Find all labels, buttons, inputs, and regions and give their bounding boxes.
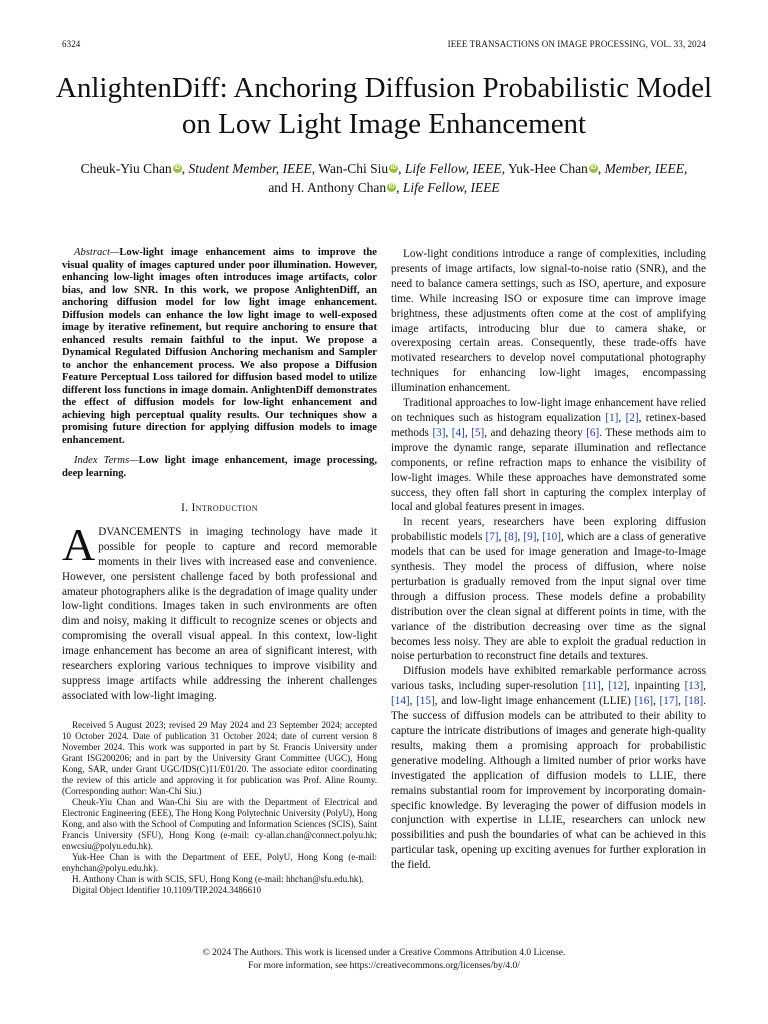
citation-link[interactable]: [17]: [659, 695, 679, 708]
journal-header: IEEE TRANSACTIONS ON IMAGE PROCESSING, VOL. 33, 2024: [447, 39, 706, 49]
text-run: ,: [678, 695, 685, 708]
citation-link[interactable]: [15]: [416, 695, 435, 708]
text-run: , and dehazing theory: [484, 426, 587, 439]
text-run: ,: [409, 695, 417, 708]
paper-title: AnlightenDiff: Anchoring Diffusion Probabilistic Model on Low Light Image Enhancement: [55, 72, 713, 140]
text-run: ,: [464, 426, 472, 439]
citation-link[interactable]: [5]: [471, 426, 485, 439]
author-connector: and: [268, 179, 288, 195]
index-terms: [62, 455, 377, 480]
text-run: , retinex-based methods: [391, 411, 707, 439]
footnotes: [62, 720, 377, 896]
body-paragraph: [391, 664, 706, 873]
text-run: , and low-light image enhancement (LLIE): [434, 695, 635, 708]
intro-text: in imaging technology have made it possible for people to capture and record memorable moments in their lives with increased ease and convenience. However, one persistent challenge faced by both professional and amateur photographers alike is the degradation of image quality under low-light conditions. Images taken in such environments are often dim and noisy, making it difficult to recognize scenes or objects and compromising the overall visual appeal. In this context, low-light image enhancement has become an area of significant interest, with researchers exploring various techniques to improve visibility and suppress image artifacts while addressing the inherent challenges associated with low-light imaging.: [62, 525, 377, 702]
text-run: ,: [703, 680, 707, 693]
citation-link[interactable]: [2]: [625, 411, 639, 424]
orcid-icon[interactable]: iD: [390, 165, 397, 171]
citation-link[interactable]: [3]: [432, 426, 446, 439]
text-run: ,: [536, 531, 543, 544]
abstract-label: Abstract—: [74, 247, 120, 258]
author-name: H. Anthony Chan: [291, 179, 387, 195]
abstract: [62, 247, 377, 447]
index-terms-text: Low light image enhancement, image processing, deep learning.: [62, 455, 377, 479]
footnote: Received 5 August 2023; revised 29 May 2024 and 23 September 2024; accepted 10 October 2024. Date of publication 31 October 2024; date of current version 8 November 2024. This work was supported in part by St. Francis University under Grant ISG200206; and in part by the University Grant Committee (UGC), Hong Kong, SAR, under Grant UGC/IDS(C)11/E01/20. The associate editor coordinating the review of this article and approving it for publication was Prof. Aline Roumy. (Corresponding author: Wan-Chi Siu.): [62, 719, 377, 796]
text-run: In recent years, researchers have been exploring diffusion probabilistic models: [391, 516, 706, 544]
author-role: Student Member, IEEE: [188, 161, 312, 176]
citation-link[interactable]: [10]: [542, 531, 561, 544]
author-role: Member, IEEE: [604, 161, 685, 176]
text-run: ,: [498, 531, 505, 544]
citation-link[interactable]: [18]: [684, 695, 704, 708]
citation-link[interactable]: [12]: [608, 680, 628, 693]
text-run: Traditional approaches to low-light image enhancement have relied on techniques such as histogram equalization: [391, 397, 706, 424]
footnote: H. Anthony Chan is with SCIS, SFU, Hong Kong (e-mail: hhchan@sfu.edu.hk).: [72, 873, 364, 884]
citation-link[interactable]: [8]: [504, 531, 518, 544]
author-role: Life Fellow, IEEE: [404, 161, 502, 176]
body-paragraph: [391, 396, 706, 515]
license-url[interactable]: For more information, see https://creativecommons.org/licenses/by/4.0/: [248, 960, 520, 971]
intro-paragraph: [62, 518, 377, 704]
intro-lead: DVANCEMENTS: [98, 525, 182, 538]
author-name: Wan-Chi Siu: [318, 161, 389, 176]
orcid-icon[interactable]: iD: [590, 165, 597, 171]
footnote: Cheuk-Yiu Chan and Wan-Chi Siu are with the Department of Electrical and Electronic Engineering (EEE), The Hong Kong Polytechnic University (PolyU), Hong Kong, and also with the School of Computing and Information Sciences (SCIS), Saint Francis University (SFU), Hong Kong (e-mail: cy-allan.chan@connect.polyu.hk; enwcsiu@polyu.edu.hk).: [62, 796, 377, 851]
license-notice: [40, 947, 728, 972]
text-run: . These methods aim to improve the dynamic range, separate illumination and reflectance components, or refine refraction maps to enhance the visibility of low-light images. While these approaches have demonstrated some success, they often fall short in capturing the complex interplay of local and global features present in images.: [391, 426, 706, 514]
text-run: ,: [600, 680, 609, 693]
text-run: , which are a class of generative models that can be used for image generation and Image-to-Image synthesis. They model the process of diffusion, where noise perturbation is gradually removed from the input signal over time through a diffusion process. These models define a probability distribution over the clean signal at different points in time, with the variance of the distribution decreasing over time as the signal becomes less noisy. They are able to exploit the gradual reduction in noise perturbation to reconstruct fine details and textures.: [391, 531, 707, 663]
abstract-text: Low-light image enhancement aims to improve the visual quality of images captured under poor illumination. However, enhancing low-light images often introduces image artifacts, color bias, and low SNR. In this work, we propose AnlightenDiff, an anchoring diffusion model for low light image enhancement. Diffusion models can enhance the low light image to well-exposed image by iterative refinement, but require anchoring to ensure that enhanced results remain faithful to the input. We propose a Dynamical Regulated Diffusion Anchoring mechanism and Sampler to anchor the enhancement process. We also propose a Diffusion Feature Perceptual Loss tailored for diffusion based model to utilize different loss functions in image domain. AnlightenDiff demonstrates the effect of diffusion models for low-light enhancement and achieving high perceptual quality results. Our techniques show a promising future direction for applying diffusion models to image enhancement.: [62, 247, 377, 446]
right-column: [391, 247, 706, 873]
footnote: Yuk-Hee Chan is with the Department of EEE, PolyU, Hong Kong (e-mail: enyhchan@polyu.edu.hk).: [62, 851, 377, 873]
text-run: ,: [618, 411, 626, 424]
left-column: [62, 247, 377, 896]
index-terms-label: Index Terms—: [74, 455, 139, 466]
citation-link[interactable]: [13]: [684, 680, 704, 693]
text-run: . The success of diffusion models can be attributed to their ability to capture the intricate distributions of images and generate high-quality results, making them a promising approach for probabilistic generative modeling. Although a limited number of prior works have investigated the application of diffusion models to LLIE, there remains substantial room for improvement by incorporating domain-specific knowledge. By leveraging the power of diffusion models in conjunction with expertise in LLIE, researchers can unlock new possibilities and push the boundaries of what can be achieved in this particular task, opening up exciting avenues for further exploration in the field.: [391, 695, 707, 872]
citation-link[interactable]: [14]: [391, 695, 410, 708]
orcid-icon[interactable]: iD: [174, 165, 181, 171]
citation-link[interactable]: [7]: [485, 531, 499, 544]
text-run: ,: [653, 695, 660, 708]
page-number: 6324: [62, 39, 81, 49]
doi-footnote: Digital Object Identifier 10.1109/TIP.2024.3486610: [72, 884, 262, 895]
body-paragraph: [391, 515, 706, 664]
citation-link[interactable]: [11]: [582, 680, 601, 693]
text-run: , inpainting: [627, 680, 685, 693]
citation-link[interactable]: [16]: [634, 695, 654, 708]
text-run: Diffusion models have exhibited remarkable performance across various tasks, including super-resolution: [391, 665, 706, 693]
section-heading: I. Introduction: [181, 502, 258, 514]
author-list: Cheuk-Yiu Chan iD , Student Member, IEEE, Wan-Chi Siu iD , Life Fellow, IEEE, Yuk-Hee Chan iD , Member, IEEE, and H. Anthony Chan iD , Life Fellow, IEEE: [80, 161, 688, 195]
orcid-icon[interactable]: iD: [388, 183, 395, 190]
citation-link[interactable]: [1]: [605, 411, 619, 424]
citation-link[interactable]: [9]: [523, 531, 537, 544]
text-run: ,: [517, 531, 524, 544]
author-role: Life Fellow, IEEE: [402, 179, 500, 195]
body-paragraph: Low-light conditions introduce a range of complexities, including presents of image artifacts, low signal-to-noise ratio (SNR), and the need to balance camera settings, such as ISO, aperture, and exposure time. While increasing ISO or exposure time can improve image brightness, these adjustments often come at the cost of amplifying image artifacts, introducing blur due to camera shake, or overexposing certain areas. Consequently, these trade-offs have motivated researchers to develop novel computational photography techniques for enhancing low-light images, encompassing illumination enhancement.: [391, 248, 706, 395]
author-name: Yuk-Hee Chan: [507, 161, 588, 176]
text-run: ,: [445, 426, 452, 439]
license-line: © 2024 The Authors. This work is licensed under a Creative Commons Attribution 4.0 License.: [202, 948, 566, 958]
citation-link[interactable]: [6]: [586, 426, 600, 439]
drop-cap: A: [62, 518, 96, 570]
author-name: Cheuk-Yiu Chan: [80, 161, 172, 176]
citation-link[interactable]: [4]: [451, 426, 465, 439]
